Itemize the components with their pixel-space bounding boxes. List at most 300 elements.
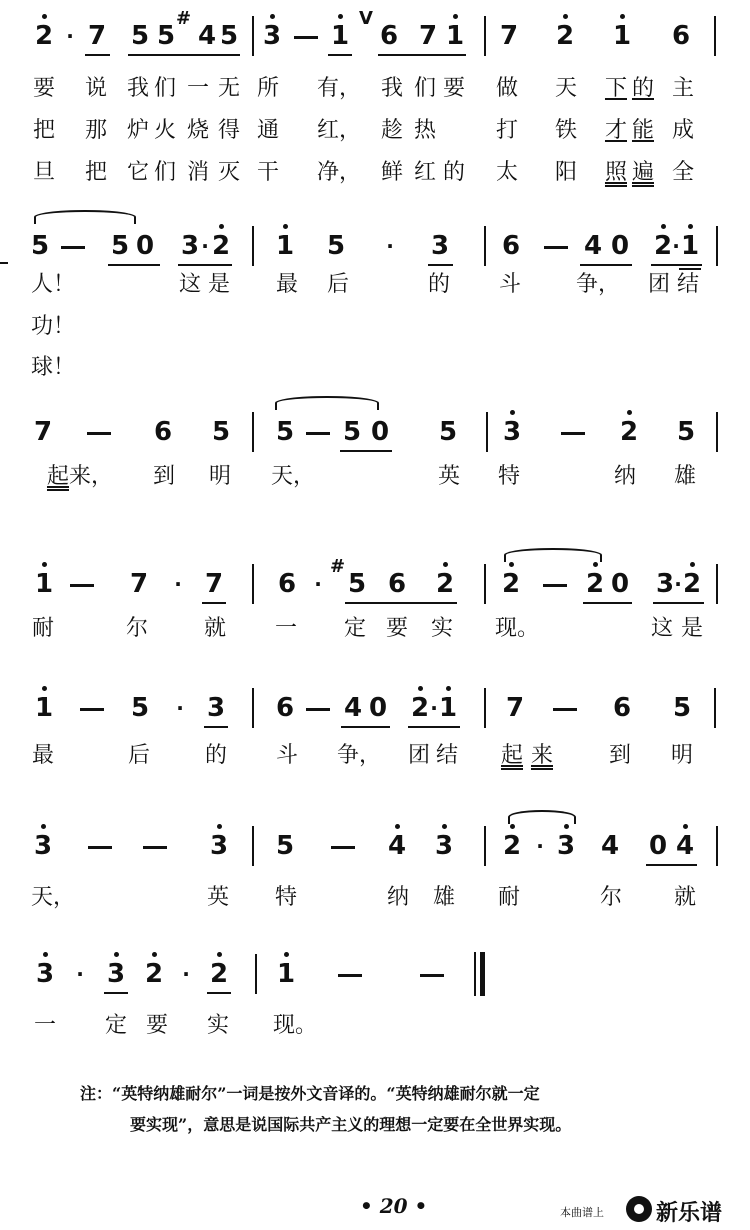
note: 5: [156, 21, 176, 51]
lyric-char: 就: [673, 885, 696, 910]
lyric-char: 团: [407, 743, 430, 768]
octave-up-dot: [270, 14, 275, 19]
note: 6: [379, 21, 399, 51]
lyric-char: 实: [430, 616, 453, 641]
augmentation-dot: ·: [386, 234, 394, 258]
lyric-char: 能: [631, 118, 654, 143]
augmentation-dot: ·: [672, 234, 680, 258]
note: 1: [34, 569, 54, 599]
eighth-beam: [85, 54, 110, 56]
octave-up-dot: [690, 562, 695, 567]
lyric-char: 争，: [576, 272, 621, 297]
octave-up-dot: [683, 824, 688, 829]
lyric-char: 打: [495, 118, 518, 143]
duration-dash: [306, 432, 330, 435]
barline: [716, 564, 718, 604]
note: 3: [180, 231, 200, 261]
lyric-char: 这: [650, 616, 673, 641]
barline: [714, 16, 716, 56]
octave-up-dot: [627, 410, 632, 415]
lyric-char: 红，: [317, 118, 362, 143]
lyric-char: 们: [413, 76, 436, 101]
note: 7: [418, 21, 438, 51]
octave-up-dot: [217, 952, 222, 957]
duration-dash: [420, 974, 444, 977]
lyric-char: 纳: [386, 885, 409, 910]
note: 1: [34, 693, 54, 723]
note: 3: [35, 959, 55, 989]
lyric-char: 起: [46, 464, 69, 489]
note: 1: [680, 231, 700, 261]
note: 2: [435, 569, 455, 599]
lyric-char: 红: [413, 160, 436, 185]
eighth-beam: [204, 726, 228, 728]
barline: [716, 226, 718, 266]
note: 2: [410, 693, 430, 723]
lyric-char: 火: [153, 118, 176, 143]
lyric-char: 要: [442, 76, 465, 101]
lyric-char: 灭: [217, 160, 240, 185]
lyric-char: 们: [153, 76, 176, 101]
barline: [716, 826, 718, 866]
note: 7: [499, 21, 519, 51]
lyric-char: 实: [206, 1013, 229, 1038]
lyric-line: [0, 116, 750, 146]
lyric-char: 是: [207, 272, 230, 297]
barline: [252, 826, 254, 866]
lyric-char: 天: [554, 76, 577, 101]
note: 5: [342, 417, 362, 447]
eighth-beam: [341, 726, 390, 728]
lyric-char: 团: [647, 272, 670, 297]
barline: [255, 954, 257, 994]
note: 2: [555, 21, 575, 51]
augmentation-dot: ·: [430, 696, 438, 720]
lyric-line: [0, 1011, 750, 1041]
lyric-char: 结: [676, 272, 699, 297]
footnote-line-2: 要实现”，意思是说国际共产主义的理想一定要在全世界实现。: [130, 1115, 572, 1134]
duration-dash: [306, 708, 330, 711]
note: 2: [502, 831, 522, 861]
octave-up-dot: [446, 686, 451, 691]
note: 1: [275, 231, 295, 261]
octave-up-dot: [41, 824, 46, 829]
note: 7: [505, 693, 525, 723]
eighth-beam: [128, 54, 240, 56]
lyric-char: 是: [680, 616, 703, 641]
note: 1: [438, 693, 458, 723]
lyric-char: 净，: [317, 160, 362, 185]
lyric-char: 斗: [275, 743, 298, 768]
lyric-char: 炉: [126, 118, 149, 143]
note: 3: [33, 831, 53, 861]
score-row: [0, 956, 750, 992]
note: 6: [277, 569, 297, 599]
watermark-prefix: 本曲谱上: [560, 1206, 604, 1219]
augmentation-dot: ·: [174, 572, 182, 596]
note: 2: [34, 21, 54, 51]
footnote-line-1: 注：“英特纳雄耐尔”一词是按外文音译的。“英特纳雄耐尔就一定: [80, 1084, 540, 1103]
octave-up-dot: [510, 824, 515, 829]
note: 0: [370, 417, 390, 447]
lyric-char: 最: [31, 743, 54, 768]
lyric-line: [0, 883, 750, 913]
note: 1: [330, 21, 350, 51]
barline: [484, 226, 486, 266]
lyric-char: 尔: [599, 885, 622, 910]
note: 6: [671, 21, 691, 51]
note: 5: [438, 417, 458, 447]
duration-dash: [553, 708, 577, 711]
eighth-beam: [178, 264, 232, 266]
eighth-beam: [580, 264, 632, 266]
lyric-char: 趁: [380, 118, 403, 143]
note: 5: [110, 231, 130, 261]
lyric-char: 说: [84, 76, 107, 101]
note: 5: [130, 21, 150, 51]
octave-up-dot: [509, 562, 514, 567]
lyric-line: [0, 74, 750, 104]
octave-up-dot: [688, 224, 693, 229]
octave-up-dot: [620, 14, 625, 19]
octave-up-dot: [418, 686, 423, 691]
octave-up-dot: [114, 952, 119, 957]
lyric-char: 后: [326, 272, 349, 297]
lyric-char: 得: [217, 118, 240, 143]
eighth-beam: [408, 726, 460, 728]
augmentation-dot: ·: [314, 572, 322, 596]
lyric-char: 的: [427, 272, 450, 297]
lyric-char: 雄: [432, 885, 455, 910]
note: 3: [655, 569, 675, 599]
lyric-char: 最: [275, 272, 298, 297]
lyric-char: 明: [208, 464, 231, 489]
octave-up-dot: [152, 952, 157, 957]
note: 5: [130, 693, 150, 723]
lyric-char: 一: [33, 1013, 56, 1038]
note: 1: [276, 959, 296, 989]
breath-mark: V: [359, 8, 373, 29]
eighth-beam: [202, 602, 226, 604]
sharp-sign: #: [330, 556, 346, 577]
score-row: [0, 690, 750, 726]
lyric-char: 来，: [69, 464, 114, 489]
note: 3: [556, 831, 576, 861]
lyric-char: 成: [671, 118, 694, 143]
lyric-char: 们: [153, 160, 176, 185]
lyric-char: 天，: [31, 885, 76, 910]
note: 3: [262, 21, 282, 51]
lyric-char: 到: [152, 464, 175, 489]
note: 0: [135, 231, 155, 261]
barline: [252, 16, 254, 56]
lyric-char: 特: [274, 885, 297, 910]
note: 3: [206, 693, 226, 723]
duration-dash: [61, 246, 85, 249]
lyric-char: 干: [256, 160, 279, 185]
lyric-char: 有，: [317, 76, 362, 101]
barline: [484, 16, 486, 56]
octave-up-dot: [217, 824, 222, 829]
lyric-char: 后: [127, 743, 150, 768]
duration-dash: [338, 974, 362, 977]
duration-dash: [544, 246, 568, 249]
octave-up-dot: [283, 224, 288, 229]
tie-arc: [275, 396, 379, 410]
augmentation-dot: ·: [176, 696, 184, 720]
lyric-char: 一: [186, 76, 209, 101]
lyric-char: 纳: [613, 464, 636, 489]
lyric-char: 我: [126, 76, 149, 101]
lyric-char: 全: [671, 160, 694, 185]
note: 4: [387, 831, 407, 861]
lyric-char: 耐: [497, 885, 520, 910]
lyric-char: 做: [495, 76, 518, 101]
note: 0: [648, 831, 668, 861]
duration-dash: [561, 432, 585, 435]
lyric-char: 我: [380, 76, 403, 101]
lyric-char: 要: [145, 1013, 168, 1038]
eighth-beam: [328, 54, 352, 56]
barline: [714, 688, 716, 728]
lyric-char: 热: [413, 118, 436, 143]
page-number: • 20 •: [360, 1194, 428, 1218]
final-barline-thick: [480, 952, 485, 996]
note: 2: [682, 569, 702, 599]
note: 4: [343, 693, 363, 723]
lyric-line: [0, 270, 750, 300]
note: 3: [430, 231, 450, 261]
octave-up-dot: [43, 952, 48, 957]
note: 4: [583, 231, 603, 261]
note: 2: [144, 959, 164, 989]
lyric-line: [0, 741, 750, 771]
note: 4: [675, 831, 695, 861]
eighth-beam: [583, 602, 632, 604]
note: 6: [153, 417, 173, 447]
barline: [716, 412, 718, 452]
duration-dash: [543, 584, 567, 587]
note: 1: [612, 21, 632, 51]
lyric-line: [0, 158, 750, 188]
lyric-char: 起: [500, 743, 523, 768]
note: 2: [585, 569, 605, 599]
note: 6: [275, 693, 295, 723]
lyric-char: 定: [343, 616, 366, 641]
octave-up-dot: [284, 952, 289, 957]
octave-up-dot: [661, 224, 666, 229]
lyric-char: 下: [604, 76, 627, 101]
lyric-line: [0, 462, 750, 492]
tie-arc: [34, 210, 136, 224]
octave-up-dot: [395, 824, 400, 829]
lyric-char: 才: [604, 118, 627, 143]
lyric-line: [0, 312, 750, 342]
barline: [252, 226, 254, 266]
note: 2: [619, 417, 639, 447]
note: 0: [610, 569, 630, 599]
eighth-beam: [653, 602, 704, 604]
lyric-char: 雄: [673, 464, 696, 489]
note: 5: [676, 417, 696, 447]
augmentation-dot: ·: [201, 234, 209, 258]
duration-dash: [294, 36, 318, 39]
note: 1: [445, 21, 465, 51]
eighth-beam: [108, 264, 160, 266]
lyric-char: 把: [32, 118, 55, 143]
barline: [484, 826, 486, 866]
octave-up-dot: [453, 14, 458, 19]
lyric-char: 现。: [495, 616, 540, 641]
note: 6: [387, 569, 407, 599]
lyric-char: 英: [206, 885, 229, 910]
lyric-char: 斗: [498, 272, 521, 297]
margin-mark: [0, 262, 8, 264]
duration-dash: [87, 432, 111, 435]
duration-dash: [70, 584, 94, 587]
lyric-char: 铁: [554, 118, 577, 143]
note: 4: [600, 831, 620, 861]
lyric-char: 来: [530, 743, 553, 768]
lyric-char: 鲜: [380, 160, 403, 185]
note: 2: [501, 569, 521, 599]
lyric-char: 球！: [31, 355, 76, 380]
lyric-char: 尔: [125, 616, 148, 641]
note: 3: [106, 959, 126, 989]
watermark-name: 新乐谱: [656, 1201, 723, 1226]
lyric-char: 结: [435, 743, 458, 768]
lyric-char: 那: [84, 118, 107, 143]
lyric-char: 无: [217, 76, 240, 101]
music-disc-icon: [626, 1196, 652, 1222]
lyric-char: 烧: [186, 118, 209, 143]
note: 7: [129, 569, 149, 599]
lyric-char: 照: [604, 160, 627, 185]
note: 4: [197, 21, 217, 51]
octave-up-dot: [563, 14, 568, 19]
lyric-char: 一: [274, 616, 297, 641]
augmentation-dot: ·: [76, 962, 84, 986]
barline: [486, 412, 488, 452]
note: 7: [87, 21, 107, 51]
lyric-char: 特: [497, 464, 520, 489]
octave-up-dot: [442, 824, 447, 829]
duration-dash: [88, 846, 112, 849]
score-row: [0, 8, 750, 54]
augmentation-dot: ·: [536, 834, 544, 858]
eighth-beam: [207, 992, 231, 994]
octave-up-dot: [219, 224, 224, 229]
note: 2: [653, 231, 673, 261]
duration-dash: [331, 846, 355, 849]
note: 0: [610, 231, 630, 261]
tie-arc: [504, 548, 602, 562]
lyric-char: 要: [32, 76, 55, 101]
octave-up-dot: [338, 14, 343, 19]
lyric-char: 争，: [337, 743, 382, 768]
lyric-char: 明: [670, 743, 693, 768]
eighth-beam: [651, 264, 702, 266]
note: 6: [612, 693, 632, 723]
lyric-char: 就: [203, 616, 226, 641]
score-row: [0, 228, 750, 264]
note: 5: [672, 693, 692, 723]
lyric-char: 到: [608, 743, 631, 768]
note: 5: [30, 231, 50, 261]
barline: [252, 564, 254, 604]
eighth-beam: [340, 450, 392, 452]
note: 2: [209, 959, 229, 989]
lyric-char: 这: [178, 272, 201, 297]
footnote: [80, 1078, 700, 1140]
lyric-char: 主: [671, 76, 694, 101]
lyric-char: 所: [256, 76, 279, 101]
lyric-char: 的: [631, 76, 654, 101]
augmentation-dot: ·: [674, 572, 682, 596]
note: 5: [275, 831, 295, 861]
lyric-char: 阳: [554, 160, 577, 185]
lyric-char: 人！: [31, 272, 76, 297]
barline: [252, 688, 254, 728]
eighth-beam: [378, 54, 466, 56]
duration-dash: [80, 708, 104, 711]
note: 3: [502, 417, 522, 447]
lyric-line: [0, 353, 750, 383]
augmentation-dot: ·: [182, 962, 190, 986]
eighth-beam: [104, 992, 128, 994]
note: 3: [209, 831, 229, 861]
lyric-char: 功！: [31, 314, 76, 339]
lyric-char: 定: [104, 1013, 127, 1038]
lyric-char: 耐: [31, 616, 54, 641]
note: 5: [211, 417, 231, 447]
final-barline-thin: [474, 952, 476, 996]
note: 0: [368, 693, 388, 723]
lyric-char: 英: [437, 464, 460, 489]
augmentation-dot: ·: [66, 24, 74, 48]
duration-dash: [143, 846, 167, 849]
lyric-char: 把: [84, 160, 107, 185]
score-row: [0, 556, 750, 602]
lyric-char: 的: [204, 743, 227, 768]
octave-up-dot: [443, 562, 448, 567]
octave-up-dot: [42, 14, 47, 19]
note: 7: [33, 417, 53, 447]
barline: [252, 412, 254, 452]
score-row: [0, 414, 750, 450]
note: 5: [275, 417, 295, 447]
note: 2: [211, 231, 231, 261]
note: 5: [219, 21, 239, 51]
lyric-char: 遍: [631, 160, 654, 185]
lyric-char: 要: [385, 616, 408, 641]
barline: [484, 688, 486, 728]
tie-arc: [508, 810, 576, 824]
lyric-char: 它: [126, 160, 149, 185]
lyric-char: 的: [442, 160, 465, 185]
note: 3: [434, 831, 454, 861]
octave-up-dot: [564, 824, 569, 829]
note: 5: [347, 569, 367, 599]
octave-up-dot: [510, 410, 515, 415]
lyric-char: 现。: [273, 1013, 318, 1038]
octave-up-dot: [42, 562, 47, 567]
score-row: [0, 828, 750, 864]
lyric-char: 太: [495, 160, 518, 185]
octave-up-dot: [593, 562, 598, 567]
lyric-char: 天，: [271, 464, 316, 489]
note: 5: [326, 231, 346, 261]
